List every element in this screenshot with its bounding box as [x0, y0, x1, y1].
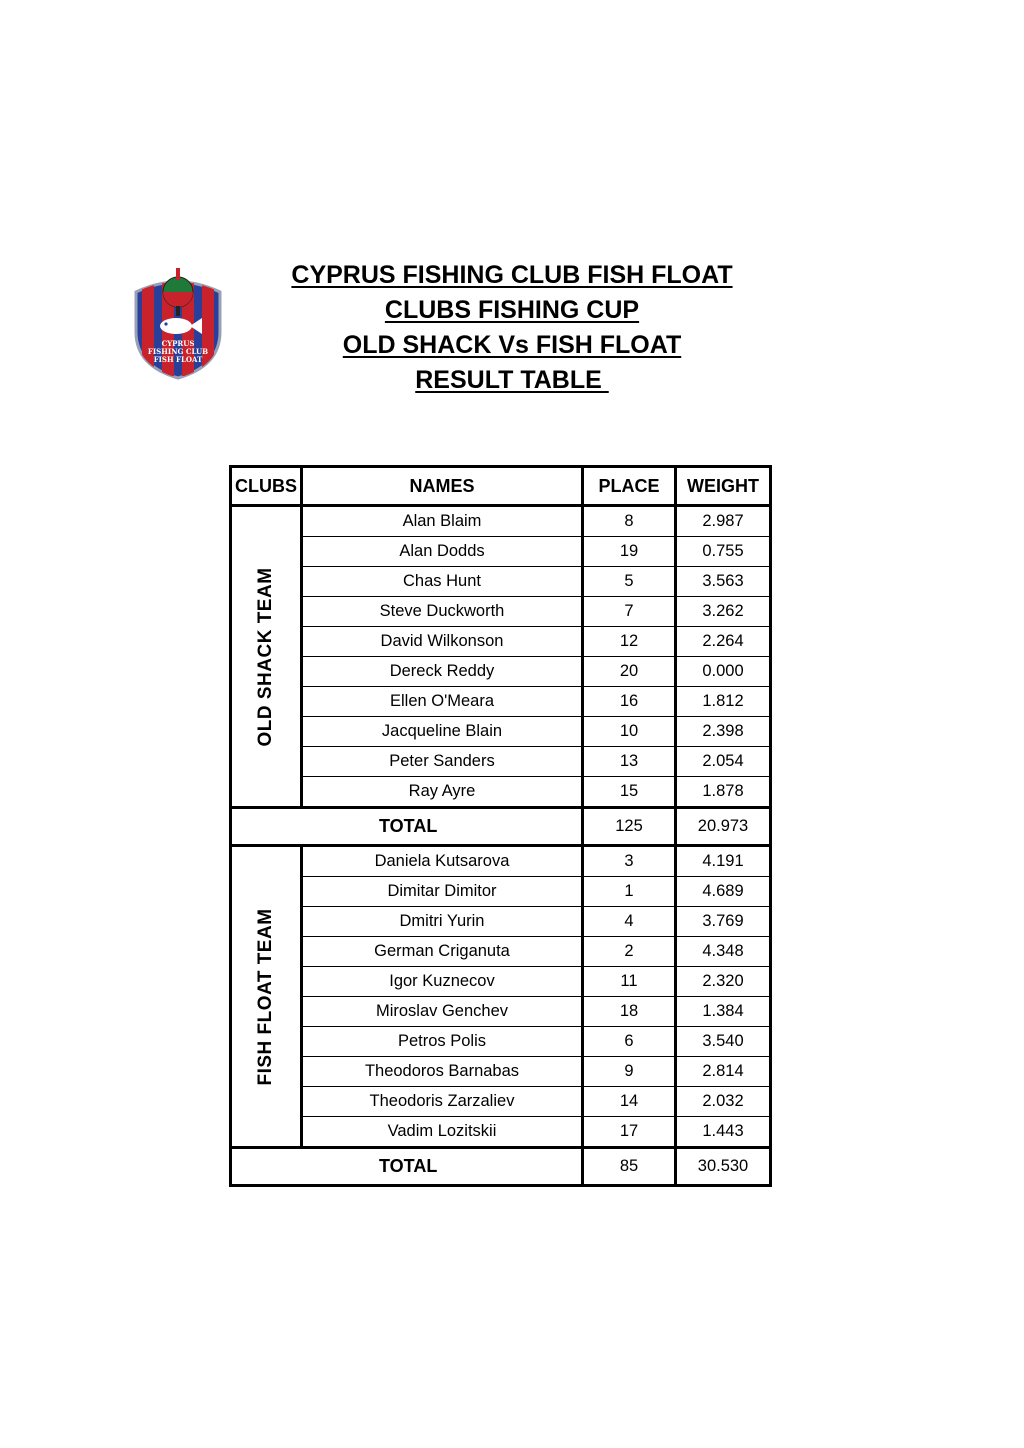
table-row	[231, 1057, 771, 1087]
participant-weight: 3.563	[676, 567, 771, 597]
participant-weight: 2.398	[676, 717, 771, 747]
club-name: OLD SHACK TEAM	[255, 566, 276, 747]
participant-weight: 2.320	[676, 967, 771, 997]
participant-name: Theodoros Barnabas	[302, 1057, 583, 1087]
table-row	[231, 1087, 771, 1117]
participant-weight: 2.814	[676, 1057, 771, 1087]
participant-weight: 3.540	[676, 1027, 771, 1057]
participant-weight: 1.443	[676, 1117, 771, 1148]
table-header-row	[231, 467, 771, 506]
participant-place: 2	[583, 937, 676, 967]
participant-name: Vadim Lozitskii	[302, 1117, 583, 1148]
header-names: NAMES	[302, 467, 583, 506]
table-row	[231, 967, 771, 997]
document-title-block	[262, 258, 762, 398]
title-line-2: CLUBS FISHING CUP	[384, 296, 640, 324]
participant-place: 11	[583, 967, 676, 997]
header-weight: WEIGHT	[676, 467, 771, 506]
participant-place: 19	[583, 537, 676, 567]
logo-text-line: FISHING CLUB	[147, 347, 209, 356]
participant-name: Dimitar Dimitor	[302, 877, 583, 907]
participant-name: Ray Ayre	[302, 777, 583, 808]
participant-place: 20	[583, 657, 676, 687]
participant-name: Theodoris Zarzaliev	[302, 1087, 583, 1117]
title-line-4: RESULT TABLE	[415, 366, 609, 394]
total-row	[231, 808, 771, 846]
participant-place: 17	[583, 1117, 676, 1148]
participant-name: Dmitri Yurin	[302, 907, 583, 937]
table-row	[231, 717, 771, 747]
participant-weight: 0.755	[676, 537, 771, 567]
participant-name: Steve Duckworth	[302, 597, 583, 627]
club-name: FISH FLOAT TEAM	[255, 907, 276, 1086]
participant-weight: 2.032	[676, 1087, 771, 1117]
result-table	[229, 465, 772, 1187]
participant-place: 15	[583, 777, 676, 808]
participant-place: 13	[583, 747, 676, 777]
logo-text-line: CYPRUS	[161, 339, 195, 348]
club-cell	[231, 846, 302, 1148]
title-line-3: OLD SHACK Vs FISH FLOAT	[342, 331, 682, 359]
participant-weight: 1.812	[676, 687, 771, 717]
table-row	[231, 846, 771, 877]
table-row	[231, 747, 771, 777]
participant-name: Miroslav Genchev	[302, 997, 583, 1027]
participant-name: Peter Sanders	[302, 747, 583, 777]
participant-place: 1	[583, 877, 676, 907]
participant-name: Petros Polis	[302, 1027, 583, 1057]
title-line-1: CYPRUS FISHING CLUB FISH FLOAT	[291, 261, 733, 289]
participant-place: 8	[583, 506, 676, 537]
table-row	[231, 997, 771, 1027]
participant-name: Dereck Reddy	[302, 657, 583, 687]
participant-name: Daniela Kutsarova	[302, 846, 583, 877]
participant-place: 18	[583, 997, 676, 1027]
table-row	[231, 597, 771, 627]
participant-weight: 3.262	[676, 597, 771, 627]
club-logo	[128, 266, 228, 382]
participant-weight: 4.689	[676, 877, 771, 907]
table-row	[231, 1117, 771, 1148]
result-table-container	[229, 465, 769, 1187]
participant-place: 4	[583, 907, 676, 937]
total-label: TOTAL	[231, 808, 583, 846]
participant-name: Alan Dodds	[302, 537, 583, 567]
participant-weight: 2.264	[676, 627, 771, 657]
participant-place: 14	[583, 1087, 676, 1117]
participant-place: 3	[583, 846, 676, 877]
total-place: 85	[583, 1148, 676, 1186]
participant-weight: 1.384	[676, 997, 771, 1027]
participant-place: 16	[583, 687, 676, 717]
participant-weight: 0.000	[676, 657, 771, 687]
table-row	[231, 506, 771, 537]
table-row	[231, 567, 771, 597]
table-row	[231, 657, 771, 687]
table-row	[231, 1027, 771, 1057]
participant-place: 10	[583, 717, 676, 747]
total-row	[231, 1148, 771, 1186]
logo-text-line: FISH FLOAT	[153, 355, 203, 364]
participant-weight: 4.191	[676, 846, 771, 877]
total-weight: 20.973	[676, 808, 771, 846]
participant-name: David Wilkonson	[302, 627, 583, 657]
header-clubs: CLUBS	[231, 467, 302, 506]
club-logo-shield-icon	[128, 266, 228, 382]
participant-place: 5	[583, 567, 676, 597]
participant-weight: 4.348	[676, 937, 771, 967]
table-row	[231, 937, 771, 967]
participant-weight: 2.054	[676, 747, 771, 777]
participant-name: Chas Hunt	[302, 567, 583, 597]
participant-weight: 1.878	[676, 777, 771, 808]
participant-name: Ellen O'Meara	[302, 687, 583, 717]
table-row	[231, 627, 771, 657]
participant-weight: 2.987	[676, 506, 771, 537]
participant-name: Jacqueline Blain	[302, 717, 583, 747]
participant-place: 6	[583, 1027, 676, 1057]
table-row	[231, 877, 771, 907]
table-row	[231, 777, 771, 808]
participant-name: Alan Blaim	[302, 506, 583, 537]
table-row	[231, 907, 771, 937]
club-cell	[231, 506, 302, 808]
total-place: 125	[583, 808, 676, 846]
table-row	[231, 687, 771, 717]
participant-place: 7	[583, 597, 676, 627]
participant-name: Igor Kuznecov	[302, 967, 583, 997]
participant-name: German Criganuta	[302, 937, 583, 967]
header-place: PLACE	[583, 467, 676, 506]
participant-place: 12	[583, 627, 676, 657]
participant-place: 9	[583, 1057, 676, 1087]
total-weight: 30.530	[676, 1148, 771, 1186]
table-row	[231, 537, 771, 567]
total-label: TOTAL	[231, 1148, 583, 1186]
participant-weight: 3.769	[676, 907, 771, 937]
